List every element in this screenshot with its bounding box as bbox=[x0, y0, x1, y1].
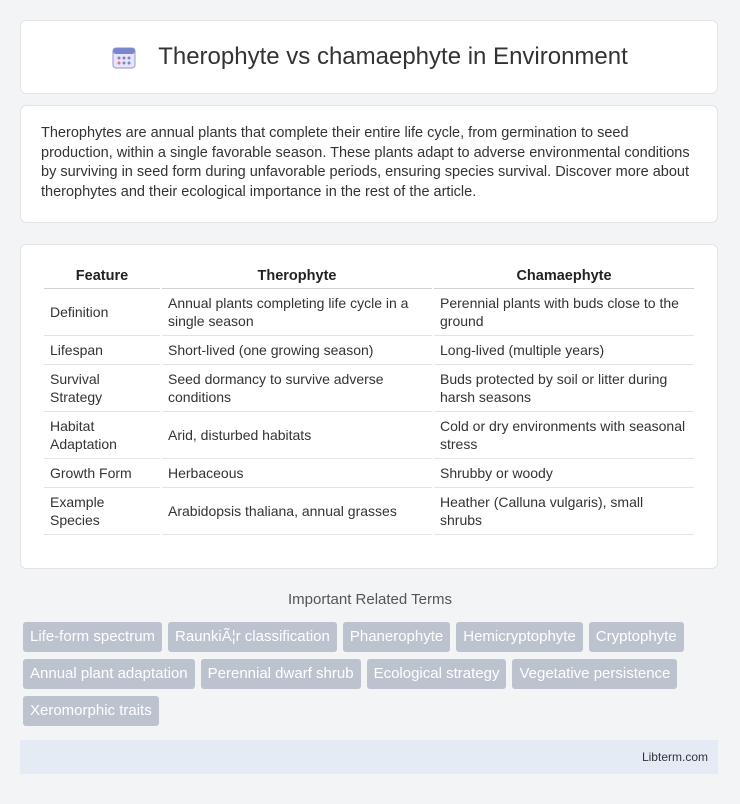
calendar-grid-icon bbox=[110, 43, 138, 71]
table-cell: Shrubby or woody bbox=[434, 459, 694, 488]
table-row bbox=[44, 336, 694, 365]
related-term-tag[interactable]: Annual plant adaptation bbox=[23, 659, 195, 689]
table-row bbox=[44, 289, 694, 336]
footer bbox=[20, 740, 718, 774]
table-cell: Cold or dry environments with seasonal stress bbox=[434, 412, 694, 459]
related-term-tag[interactable]: Perennial dwarf shrub bbox=[201, 659, 361, 689]
column-header-feature: Feature bbox=[44, 265, 160, 289]
table-row bbox=[44, 459, 694, 488]
related-term-tag[interactable]: Xeromorphic traits bbox=[23, 696, 159, 726]
table-cell: Survival Strategy bbox=[44, 365, 160, 412]
related-terms-list bbox=[23, 622, 703, 733]
table-cell: Perennial plants with buds close to the ground bbox=[434, 289, 694, 336]
column-header-chamaephyte: Chamaephyte bbox=[434, 265, 694, 289]
related-term-tag[interactable]: Life-form spectrum bbox=[23, 622, 162, 652]
table-cell: Lifespan bbox=[44, 336, 160, 365]
intro-text: Therophytes are annual plants that complete their entire life cycle, from germination to seed production, within a single favorable season. These plants adapt to adverse environmental conditions by surviving in seed form during unfavorable periods, ensuring species survival. Discover more about therophytes and their ecological importance in the rest of the article. bbox=[41, 125, 690, 200]
comparison-table bbox=[42, 265, 696, 535]
related-terms-title: Important Related Terms bbox=[288, 591, 452, 608]
column-header-therophyte: Therophyte bbox=[162, 265, 432, 289]
table-row bbox=[44, 488, 694, 535]
table-cell: Buds protected by soil or litter during harsh seasons bbox=[434, 365, 694, 412]
related-term-tag[interactable]: Phanerophyte bbox=[343, 622, 450, 652]
footer-brand-link[interactable]: Libterm.com bbox=[641, 750, 708, 764]
table-cell: Arid, disturbed habitats bbox=[162, 412, 432, 459]
table-cell: Growth Form bbox=[44, 459, 160, 488]
table-cell: Example Species bbox=[44, 488, 160, 535]
table-header-row bbox=[44, 265, 694, 289]
intro-card bbox=[20, 105, 718, 223]
related-term-tag[interactable]: RaunkiÃ¦r classification bbox=[168, 622, 337, 652]
related-term-tag[interactable]: Hemicryptophyte bbox=[456, 622, 583, 652]
comparison-table-card bbox=[20, 244, 718, 569]
related-term-tag[interactable]: Vegetative persistence bbox=[512, 659, 677, 689]
table-row bbox=[44, 365, 694, 412]
related-term-tag[interactable]: Ecological strategy bbox=[367, 659, 507, 689]
table-cell: Arabidopsis thaliana, annual grasses bbox=[162, 488, 432, 535]
table-cell: Habitat Adaptation bbox=[44, 412, 160, 459]
page-title: Therophyte vs chamaephyte in Environment bbox=[158, 43, 628, 70]
table-cell: Annual plants completing life cycle in a single season bbox=[162, 289, 432, 336]
table-cell: Short-lived (one growing season) bbox=[162, 336, 432, 365]
table-cell: Heather (Calluna vulgaris), small shrubs bbox=[434, 488, 694, 535]
table-row bbox=[44, 412, 694, 459]
table-cell: Seed dormancy to survive adverse conditions bbox=[162, 365, 432, 412]
related-term-tag[interactable]: Cryptophyte bbox=[589, 622, 684, 652]
table-cell: Definition bbox=[44, 289, 160, 336]
header-card bbox=[20, 20, 718, 94]
table-cell: Herbaceous bbox=[162, 459, 432, 488]
table-cell: Long-lived (multiple years) bbox=[434, 336, 694, 365]
